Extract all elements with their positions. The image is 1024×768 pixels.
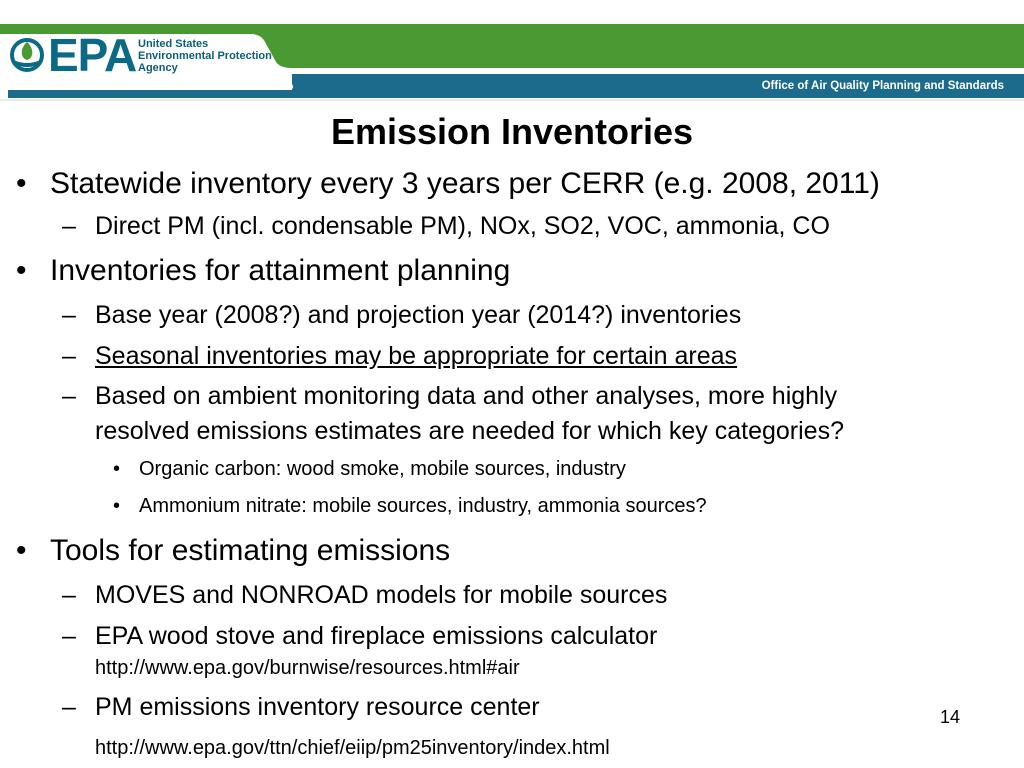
sub-bullet-base-year: Base year (2008?) and projection year (2014?) inventories (95, 301, 742, 329)
pm25inventory-url[interactable]: http://www.epa.gov/ttn/chief/eiip/pm25inventory/index.html (95, 737, 610, 759)
bullet-marker: • (113, 458, 121, 480)
bullet-attainment-planning: Inventories for attainment planning (50, 254, 511, 287)
sub-bullet-ambient-monitoring-line2: resolved emissions estimates are needed for which key categories? (95, 417, 844, 445)
page-number: 14 (940, 707, 961, 727)
bullet-statewide-inventory: Statewide inventory every 3 years per CERR (e.g. 2008, 2011) (50, 167, 880, 200)
sub-bullet-ambient-monitoring-line1: Based on ambient monitoring data and other analyses, more highly (95, 382, 838, 410)
dash-marker: – (62, 693, 76, 721)
sub-bullet-wood-stove-calculator: EPA wood stove and fireplace emissions calculator (95, 622, 658, 650)
epa-logo-text: EPA (48, 29, 137, 81)
dash-marker: – (62, 212, 76, 240)
dash-marker: – (62, 301, 76, 329)
agency-line: United States (138, 38, 209, 50)
sub-bullet-seasonal-inventories: Seasonal inventories may be appropriate for certain areas (95, 342, 738, 370)
agency-line: Agency (138, 62, 178, 74)
sub-bullet-direct-pm: Direct PM (incl. condensable PM), NOx, SO2, VOC, ammonia, CO (95, 212, 830, 240)
dash-marker: – (62, 622, 76, 650)
sub-bullet-moves-nonroad: MOVES and NONROAD models for mobile sources (95, 581, 668, 609)
tertiary-ammonium-nitrate: Ammonium nitrate: mobile sources, industry, ammonia sources? (139, 495, 707, 517)
dash-marker: – (62, 581, 76, 609)
dash-marker: – (62, 342, 76, 370)
bullet-marker: • (113, 495, 121, 517)
sub-bullet-pm-resource-center: PM emissions inventory resource center (95, 693, 540, 721)
bullet-marker: • (16, 254, 27, 287)
bullet-tools-for-estimating: Tools for estimating emissions (50, 534, 451, 567)
agency-line: Environmental Protection (138, 50, 272, 62)
tertiary-organic-carbon: Organic carbon: wood smoke, mobile sources, industry (139, 458, 626, 480)
bullet-marker: • (16, 167, 27, 200)
burnwise-url[interactable]: http://www.epa.gov/burnwise/resources.html#air (95, 657, 520, 679)
slide-title: Emission Inventories (330, 111, 694, 152)
dash-marker: – (62, 382, 76, 410)
bullet-marker: • (16, 534, 27, 567)
office-name: Office of Air Quality Planning and Standards (761, 80, 1004, 92)
